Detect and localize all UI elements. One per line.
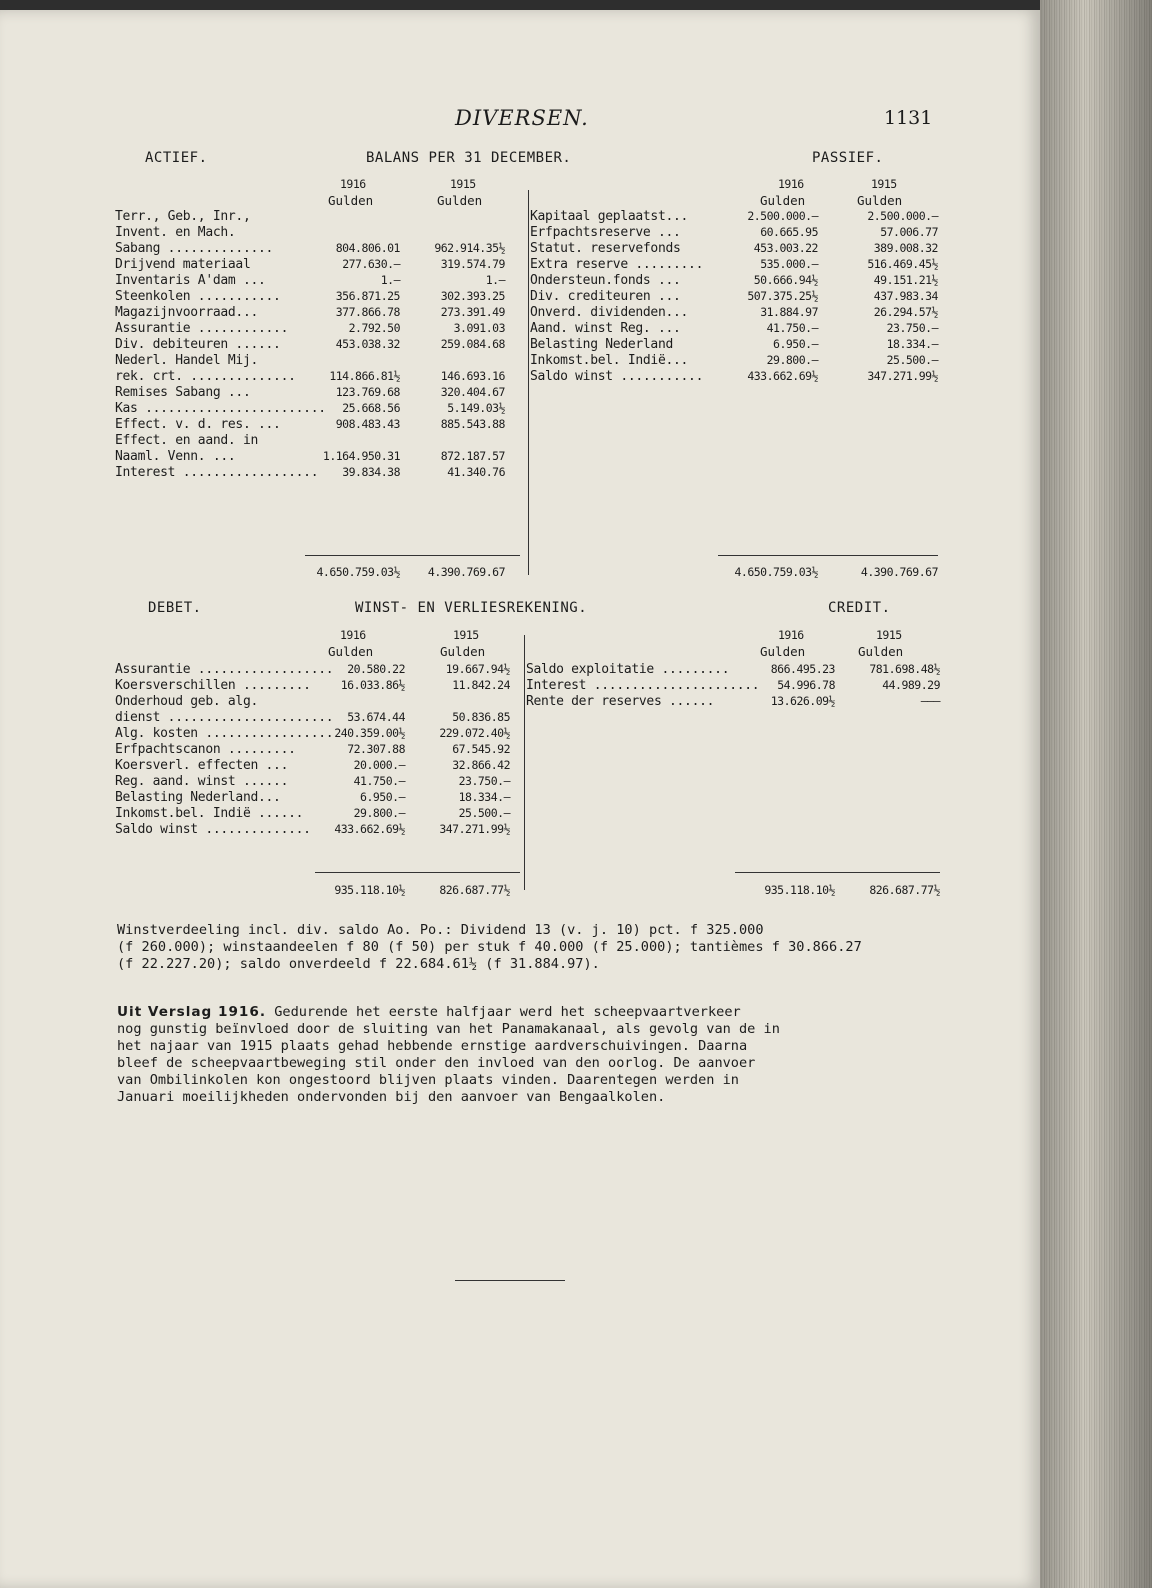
winstverdeeling-line: (f 22.227.20); saldo onverdeeld f 22.684.61½ (f 31.884.97). xyxy=(117,956,600,972)
balans-actief-row xyxy=(115,417,515,433)
balans-passief-row-label: Statut. reservefonds xyxy=(530,241,681,256)
winst-debet-row-label: Erfpachtscanon ......... xyxy=(115,742,296,757)
balans-actief-row-1916: 2.792.50 xyxy=(348,321,400,335)
balans-actief-row xyxy=(115,433,515,449)
winst-debet-row-label: Alg. kosten ................. xyxy=(115,726,334,741)
balans-passief-row xyxy=(530,289,940,305)
balans-actief-row-1916: 1.— xyxy=(380,273,400,287)
balans-passief-row-1915: 347.271.99½ xyxy=(867,369,938,383)
winst-left-total-rule xyxy=(315,872,520,873)
balans-actief-row-1916: 114.866.81½ xyxy=(329,369,400,383)
verslag-line: het najaar van 1915 plaats gehad hebbende ernstige aardverschuivingen. Daarna xyxy=(117,1038,748,1054)
balans-passief-row-1916: 50.666.94½ xyxy=(753,273,818,287)
balans-actief-row-label: Interest .................. xyxy=(115,465,319,480)
balans-actief-row-1915: 41.340.76 xyxy=(447,465,505,479)
balans-actief-row-1916: 123.769.68 xyxy=(335,385,400,399)
balans-passief-row-1915: 49.151.21½ xyxy=(873,273,938,287)
document-page xyxy=(0,10,1040,1588)
winst-debet-row xyxy=(115,790,515,806)
balans-divider xyxy=(528,190,529,575)
winst-debet-row-label: Onderhoud geb. alg. xyxy=(115,694,259,709)
balans-actief-row-label: Magazijnvoorraad... xyxy=(115,305,259,320)
end-rule xyxy=(455,1280,565,1281)
balans-left-total-1915: 4.390.769.67 xyxy=(427,565,505,579)
winst-credit-row-1916: 866.495.23 xyxy=(770,662,835,676)
balans-right-total-1915: 4.390.769.67 xyxy=(860,565,938,579)
balans-actief-row-label: Assurantie ............ xyxy=(115,321,289,336)
winst-debet-row-1916: 16.033.86½ xyxy=(340,678,405,692)
balans-passief-row-label: Belasting Nederland xyxy=(530,337,674,352)
winst-debet-row xyxy=(115,822,515,838)
winst-debet-row xyxy=(115,806,515,822)
balans-left-unit-1916: Gulden xyxy=(328,193,374,208)
winst-credit-row-1915: 781.698.48½ xyxy=(869,662,940,676)
balans-left-total-rule xyxy=(305,555,520,556)
winst-debet-row-1916: 433.662.69½ xyxy=(334,822,405,836)
balans-passief-row-label: Aand. winst Reg. ... xyxy=(530,321,681,336)
verslag-line: Januari moeilijkheden ondervonden bij den aanvoer van Bengaalkolen. xyxy=(117,1089,666,1105)
balans-passief-row-label: Kapitaal geplaatst... xyxy=(530,209,689,224)
balans-passief-row-1915: 25.500.— xyxy=(886,353,938,367)
balans-actief-row-1916: 453.038.32 xyxy=(335,337,400,351)
balans-actief-row-1915: 885.543.88 xyxy=(440,417,505,431)
winst-left-total-1915: 826.687.77½ xyxy=(439,883,510,897)
balans-actief-row-label: Sabang .............. xyxy=(115,241,274,256)
balans-actief-table xyxy=(115,209,515,481)
balans-actief-row-1916: 908.483.43 xyxy=(335,417,400,431)
winst-right-unit-1916: Gulden xyxy=(760,644,806,659)
winst-debet-row-1915: 347.271.99½ xyxy=(439,822,510,836)
winst-debet-row-1915: 32.866.42 xyxy=(452,758,510,772)
balans-actief-row xyxy=(115,369,515,385)
winst-debet-row xyxy=(115,662,515,678)
winst-debet-row-label: Assurantie .................. xyxy=(115,662,334,677)
winst-credit-row xyxy=(526,678,940,694)
balans-passief-row xyxy=(530,273,940,289)
balans-passief-row xyxy=(530,337,940,353)
balans-actief-row-label: Effect. v. d. res. ... xyxy=(115,417,281,432)
winst-debet-row-label: Koersverl. effecten ... xyxy=(115,758,289,773)
balans-passief-row-1915: 516.469.45½ xyxy=(867,257,938,271)
balans-actief-row-1916: 39.834.38 xyxy=(342,465,400,479)
balans-actief-row-label: Drijvend materiaal xyxy=(115,257,251,272)
winst-left-unit-1915: Gulden xyxy=(440,644,486,659)
balans-passief-row xyxy=(530,225,940,241)
balans-passief-row-1916: 29.800.— xyxy=(766,353,818,367)
balans-passief-row-1915: 26.294.57½ xyxy=(873,305,938,319)
winstverdeeling-line: Winstverdeeling incl. div. saldo Ao. Po.: Dividend 13 (v. j. 10) pct. f 325.000 xyxy=(117,922,764,938)
winst-right-total-1916: 935.118.10½ xyxy=(764,883,835,897)
balans-actief-row xyxy=(115,401,515,417)
balans-left-year-1916: 1916 xyxy=(340,177,366,191)
balans-actief-row-label: Remises Sabang ... xyxy=(115,385,251,400)
balans-actief-row-label: Invent. en Mach. xyxy=(115,225,236,240)
winst-debet-row-1915: 23.750.— xyxy=(458,774,510,788)
balans-actief-row xyxy=(115,241,515,257)
balans-actief-row-1915: 302.393.25 xyxy=(440,289,505,303)
balans-passief-row xyxy=(530,241,940,257)
balans-actief-row xyxy=(115,273,515,289)
winst-debet-row-1916: 20.580.22 xyxy=(347,662,405,676)
balans-actief-row-1915: 320.404.67 xyxy=(440,385,505,399)
balans-actief-row-label: Effect. en aand. in xyxy=(115,433,259,448)
balans-actief-row-1915: 5.149.03½ xyxy=(447,401,505,415)
balans-passief-row-1916: 535.000.— xyxy=(760,257,818,271)
balans-actief-row-label: Nederl. Handel Mij. xyxy=(115,353,259,368)
balans-left-year-1915: 1915 xyxy=(450,177,476,191)
balans-passief-row-1916: 6.950.— xyxy=(773,337,818,351)
page-header-title: DIVERSEN. xyxy=(455,106,589,130)
winst-right-total-1915: 826.687.77½ xyxy=(869,883,940,897)
winst-debet-row xyxy=(115,694,515,710)
winst-debet-row xyxy=(115,710,515,726)
balans-right-year-1915: 1915 xyxy=(871,177,897,191)
winst-left-unit-1916: Gulden xyxy=(328,644,374,659)
balans-passief-row xyxy=(530,369,940,385)
balans-actief-row-label: Inventaris A'dam ... xyxy=(115,273,266,288)
winst-credit-row-label: Interest ...................... xyxy=(526,678,760,693)
verslag-line: van Ombilinkolen kon ongestoord blijven plaats vinden. Daarentegen werden in xyxy=(117,1072,739,1088)
winst-debet-row-label: Inkomst.bel. Indië ...... xyxy=(115,806,304,821)
winst-debet-row-1916: 72.307.88 xyxy=(347,742,405,756)
balans-actief-row-1916: 377.866.78 xyxy=(335,305,400,319)
winst-debet-row-1916: 41.750.— xyxy=(353,774,405,788)
balans-passief-row-label: Div. crediteuren ... xyxy=(530,289,681,304)
balans-title: BALANS PER 31 DECEMBER. xyxy=(366,150,572,166)
winstverdeeling-paragraph xyxy=(117,922,942,973)
balans-actief-row-1916: 356.871.25 xyxy=(335,289,400,303)
balans-actief-row-1916: 277.630.— xyxy=(342,257,400,271)
balans-actief-row xyxy=(115,225,515,241)
winst-debet-row-1916: 29.800.— xyxy=(353,806,405,820)
winst-left-year-1915: 1915 xyxy=(453,628,479,642)
winst-debet-row-1915: 11.842.24 xyxy=(452,678,510,692)
balans-passief-row-1915: 437.983.34 xyxy=(873,289,938,303)
balans-passief-row-1916: 453.003.22 xyxy=(753,241,818,255)
winst-debet-row-1915: 229.072.40½ xyxy=(439,726,510,740)
balans-actief-row xyxy=(115,353,515,369)
balans-actief-row xyxy=(115,209,515,225)
balans-actief-row-1915: 259.084.68 xyxy=(440,337,505,351)
winst-debet-table xyxy=(115,662,515,838)
balans-passief-row-1916: 433.662.69½ xyxy=(747,369,818,383)
winst-debet-row-label: Saldo winst .............. xyxy=(115,822,311,837)
balans-passief-row-label: Saldo winst ........... xyxy=(530,369,704,384)
winst-credit-row xyxy=(526,662,940,678)
winst-debet-heading: DEBET. xyxy=(148,600,202,616)
balans-actief-row-1916: 804.806.01 xyxy=(335,241,400,255)
balans-passief-row-1915: 389.008.32 xyxy=(873,241,938,255)
winst-debet-row-1916: 6.950.— xyxy=(360,790,405,804)
balans-passief-row-1916: 41.750.— xyxy=(766,321,818,335)
winst-debet-row xyxy=(115,774,515,790)
verslag-paragraph xyxy=(117,1004,942,1106)
balans-actief-row-label: Terr., Geb., Inr., xyxy=(115,209,251,224)
winst-debet-row-label: Belasting Nederland... xyxy=(115,790,281,805)
balans-passief-row-1915: 2.500.000.— xyxy=(867,209,938,223)
balans-passief-row xyxy=(530,305,940,321)
balans-actief-row-label: Naaml. Venn. ... xyxy=(115,449,236,464)
balans-actief-row-1915: 872.187.57 xyxy=(440,449,505,463)
balans-passief-row-1916: 60.665.95 xyxy=(760,225,818,239)
balans-passief-row-1915: 18.334.— xyxy=(886,337,938,351)
balans-actief-row xyxy=(115,257,515,273)
winst-credit-row-1915: 44.989.29 xyxy=(882,678,940,692)
balans-actief-row xyxy=(115,305,515,321)
winst-debet-row xyxy=(115,758,515,774)
balans-passief-row-1915: 57.006.77 xyxy=(880,225,938,239)
winst-credit-table xyxy=(526,662,940,710)
winst-title: WINST- EN VERLIESREKENING. xyxy=(355,600,588,616)
balans-right-year-1916: 1916 xyxy=(778,177,804,191)
balans-actief-row xyxy=(115,337,515,353)
winst-debet-row-1916: 240.359.00½ xyxy=(334,726,405,740)
winstverdeeling-line: (f 260.000); winstaandeelen f 80 (f 50) per stuk f 40.000 (f 25.000); tantièmes f 30.866.27 xyxy=(117,939,862,955)
verslag-line: bleef de scheepvaartbeweging stil onder den invloed van den oorlog. De aanvoer xyxy=(117,1055,756,1071)
winst-credit-row-1915: ——— xyxy=(920,694,940,708)
balans-left-total-1916: 4.650.759.03½ xyxy=(316,565,400,579)
winst-credit-row-1916: 54.996.78 xyxy=(777,678,835,692)
balans-actief-row-1915: 146.693.16 xyxy=(440,369,505,383)
balans-actief-row-label: rek. crt. .............. xyxy=(115,369,296,384)
book-page-edges xyxy=(1040,0,1152,1588)
balans-actief-row-1915: 962.914.35½ xyxy=(434,241,505,255)
winst-debet-row xyxy=(115,726,515,742)
winst-credit-row-label: Rente der reserves ...... xyxy=(526,694,715,709)
balans-actief-row-1916: 1.164.950.31 xyxy=(322,449,400,463)
winst-right-year-1915: 1915 xyxy=(876,628,902,642)
verslag-heading: Uit Verslag 1916. xyxy=(117,1004,267,1020)
balans-passief-table xyxy=(530,209,940,385)
balans-actief-row-1915: 273.391.49 xyxy=(440,305,505,319)
winst-credit-row-label: Saldo exploitatie ......... xyxy=(526,662,730,677)
winst-right-total-rule xyxy=(735,872,940,873)
balans-actief-row xyxy=(115,289,515,305)
balans-passief-row-label: Erfpachtsreserve ... xyxy=(530,225,681,240)
balans-actief-row-1915: 1.— xyxy=(485,273,505,287)
balans-passief-row-1916: 31.884.97 xyxy=(760,305,818,319)
balans-actief-row-1916: 25.668.56 xyxy=(342,401,400,415)
winst-left-total-1916: 935.118.10½ xyxy=(334,883,405,897)
winst-debet-row-1915: 25.500.— xyxy=(458,806,510,820)
balans-actief-row-label: Steenkolen ........... xyxy=(115,289,281,304)
balans-actief-row xyxy=(115,385,515,401)
balans-passief-row-label: Onverd. dividenden... xyxy=(530,305,689,320)
balans-right-unit-1916: Gulden xyxy=(760,193,806,208)
balans-passief-row xyxy=(530,257,940,273)
winst-right-year-1916: 1916 xyxy=(778,628,804,642)
balans-passief-row-1916: 2.500.000.— xyxy=(747,209,818,223)
balans-actief-heading: ACTIEF. xyxy=(145,150,208,166)
winst-divider xyxy=(524,635,525,890)
balans-actief-row-1915: 319.574.79 xyxy=(440,257,505,271)
balans-passief-row-label: Inkomst.bel. Indië... xyxy=(530,353,689,368)
balans-passief-row-1915: 23.750.— xyxy=(886,321,938,335)
balans-actief-row xyxy=(115,449,515,465)
winst-debet-row xyxy=(115,742,515,758)
balans-actief-row-label: Div. debiteuren ...... xyxy=(115,337,281,352)
balans-left-unit-1915: Gulden xyxy=(437,193,483,208)
winst-debet-row-label: Reg. aand. winst ...... xyxy=(115,774,289,789)
balans-passief-row xyxy=(530,321,940,337)
winst-credit-row xyxy=(526,694,940,710)
balans-actief-row-label: Kas ........................ xyxy=(115,401,326,416)
winst-debet-row-1915: 19.667.94½ xyxy=(445,662,510,676)
winst-debet-row-1915: 18.334.— xyxy=(458,790,510,804)
winst-debet-row-1916: 53.674.44 xyxy=(347,710,405,724)
balans-actief-row xyxy=(115,321,515,337)
balans-actief-row xyxy=(115,465,515,481)
winst-debet-row-1915: 50.836.85 xyxy=(452,710,510,724)
balans-right-total-rule xyxy=(718,555,938,556)
page-number: 1131 xyxy=(884,107,933,129)
winst-debet-row-1916: 20.000.— xyxy=(353,758,405,772)
winst-right-unit-1915: Gulden xyxy=(858,644,904,659)
balans-passief-row xyxy=(530,209,940,225)
winst-left-year-1916: 1916 xyxy=(340,628,366,642)
balans-passief-row-label: Extra reserve ......... xyxy=(530,257,704,272)
balans-passief-row-1916: 507.375.25½ xyxy=(747,289,818,303)
verslag-line: nog gunstig beïnvloed door de sluiting van het Panamakanaal, als gevolg van de in xyxy=(117,1021,780,1037)
balans-actief-row-1915: 3.091.03 xyxy=(453,321,505,335)
balans-passief-heading: PASSIEF. xyxy=(812,150,884,166)
winst-debet-row xyxy=(115,678,515,694)
winst-debet-row-label: Koersverschillen ......... xyxy=(115,678,311,693)
winst-debet-row-label: dienst ...................... xyxy=(115,710,334,725)
balans-passief-row-label: Ondersteun.fonds ... xyxy=(530,273,681,288)
balans-right-unit-1915: Gulden xyxy=(857,193,903,208)
balans-right-total-1916: 4.650.759.03½ xyxy=(734,565,818,579)
winst-credit-row-1916: 13.626.09½ xyxy=(770,694,835,708)
winst-credit-heading: CREDIT. xyxy=(828,600,891,616)
winst-debet-row-1915: 67.545.92 xyxy=(452,742,510,756)
verslag-line: Gedurende het eerste halfjaar werd het scheepvaartverkeer xyxy=(266,1004,741,1020)
balans-passief-row xyxy=(530,353,940,369)
